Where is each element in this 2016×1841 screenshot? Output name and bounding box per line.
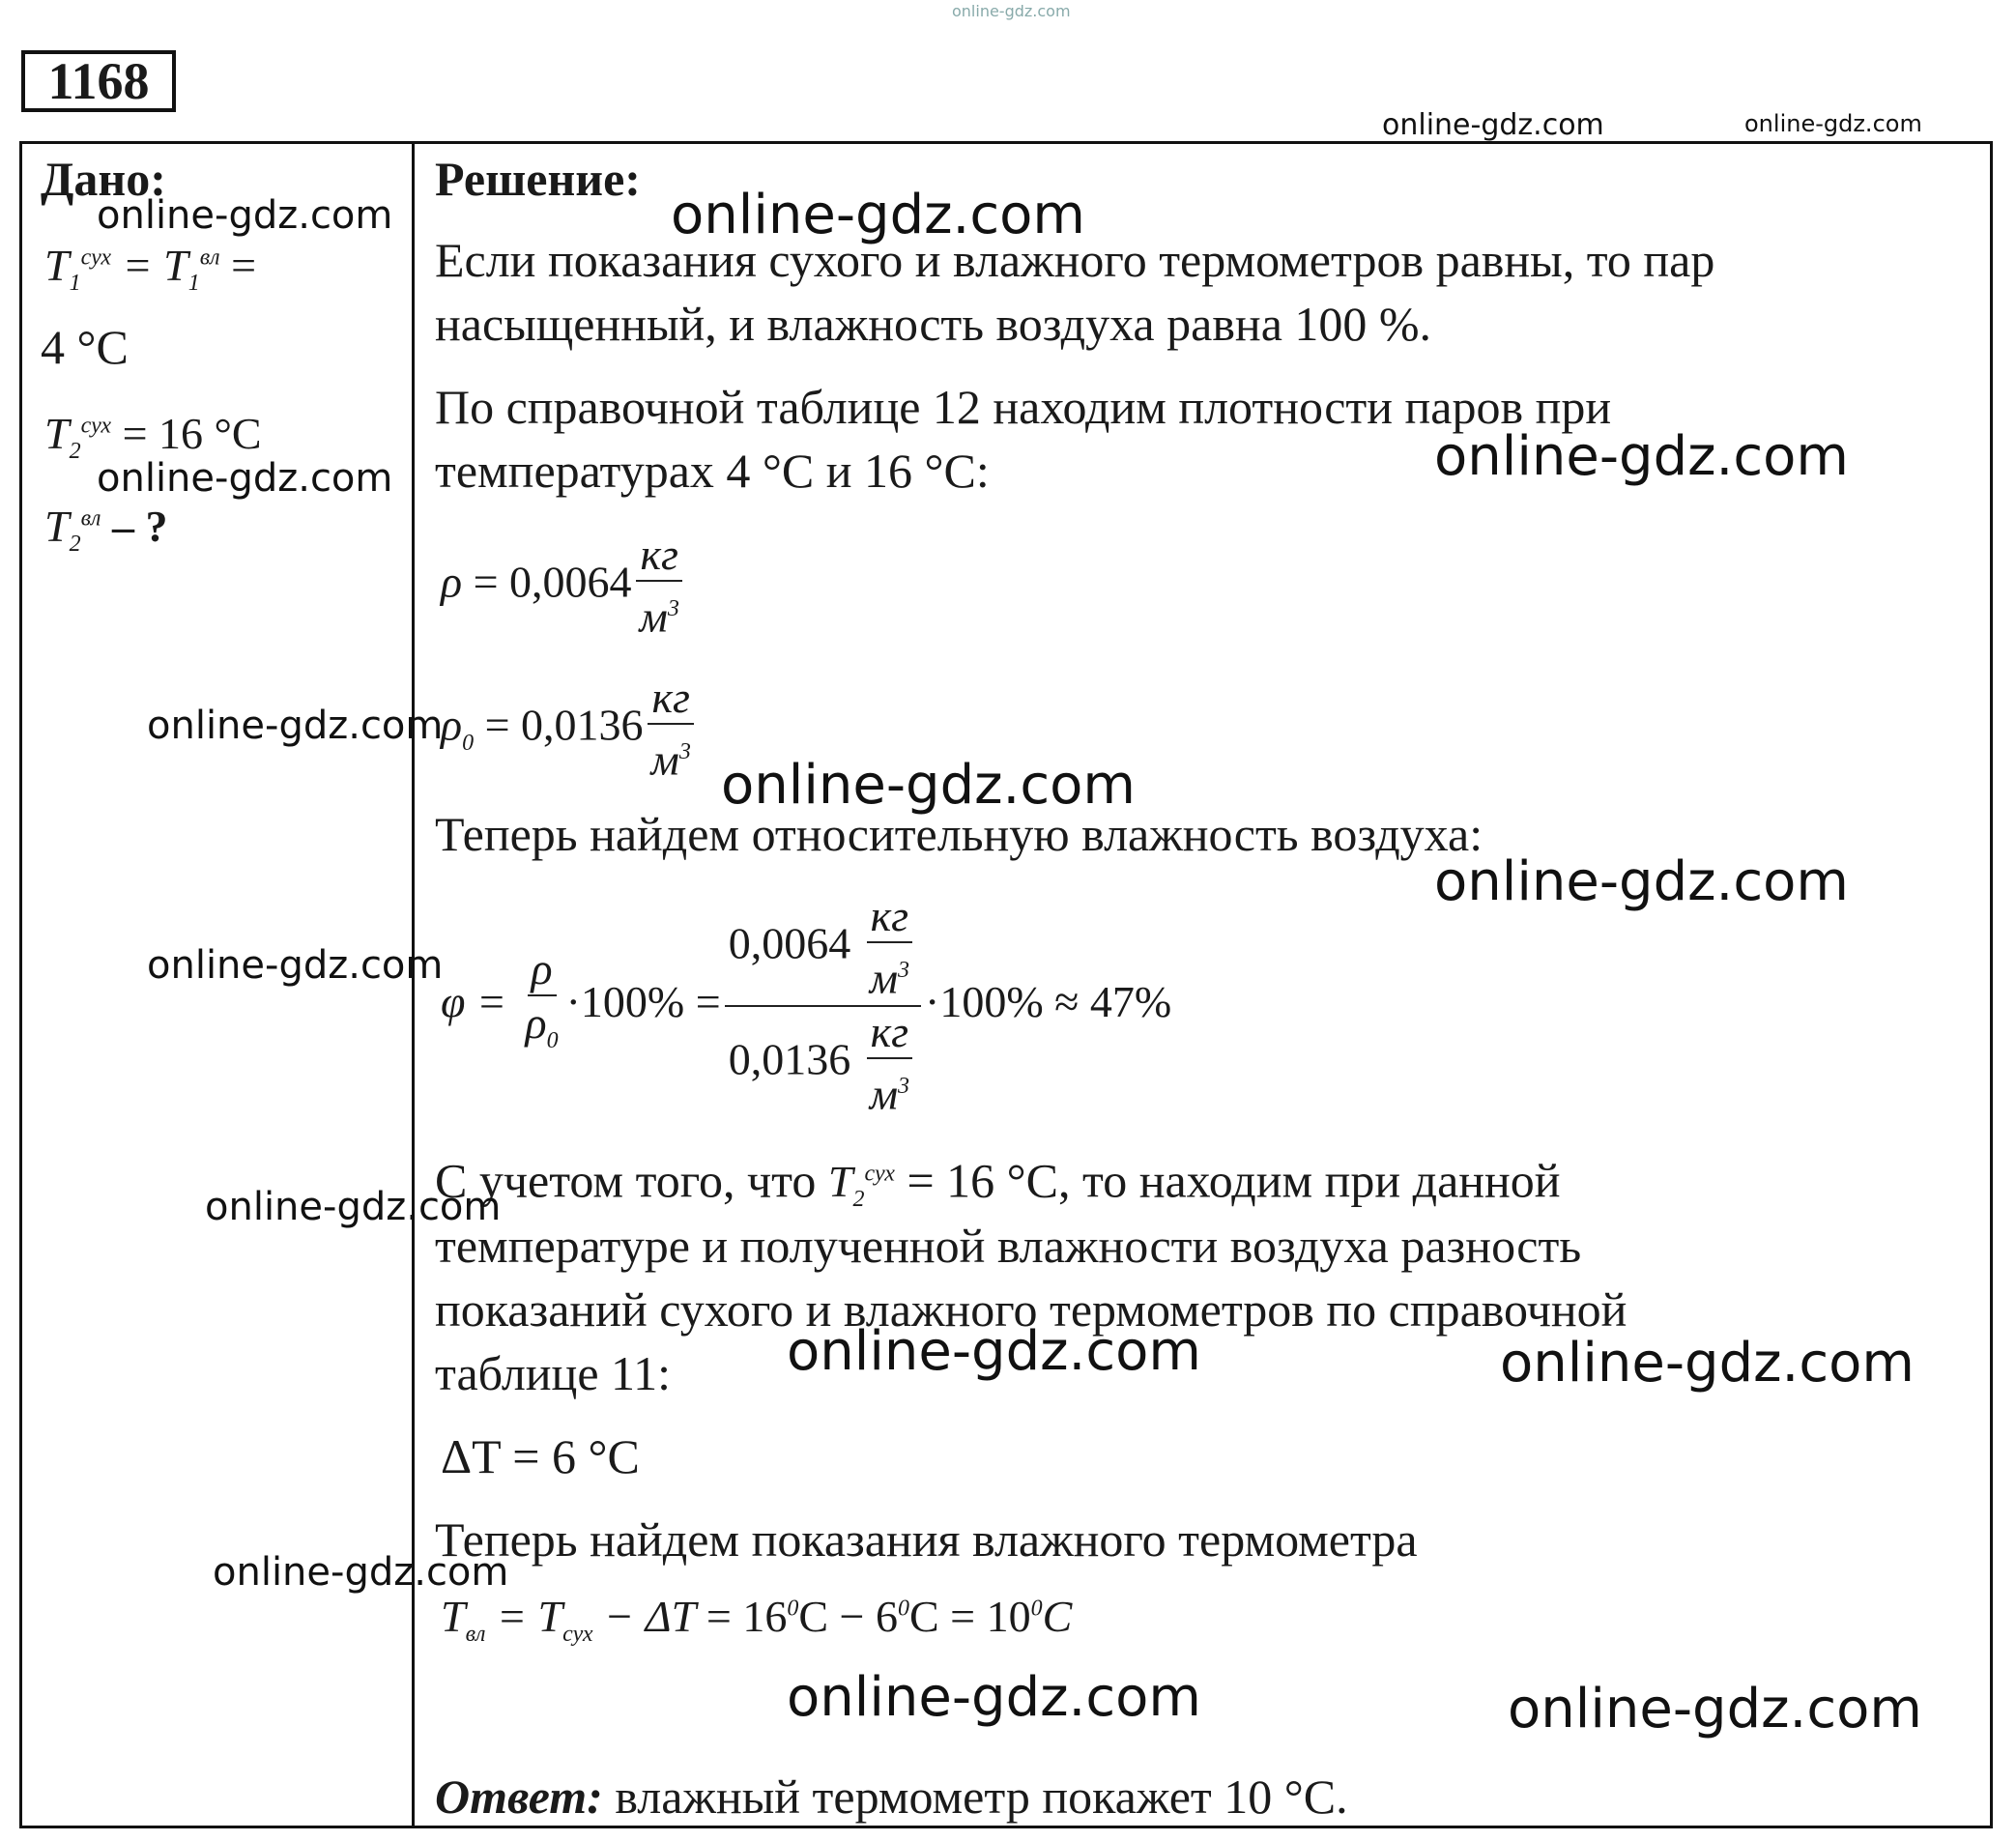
given-dry-temperature: $T_2^{сух} = 16$ °C [44, 409, 262, 465]
watermark: online-gdz.com [1434, 850, 1849, 913]
given-heading: Дано: [41, 152, 166, 206]
watermark: online-gdz.com [147, 704, 444, 748]
watermark: online-gdz.com [721, 754, 1136, 817]
watermark: online-gdz.com [213, 1550, 509, 1595]
paragraph-line: Теперь найдем показания влажного термометра [435, 1512, 1418, 1567]
watermark: online-gdz.com [205, 1185, 502, 1229]
paragraph-line: температурах 4 °C и 16 °C: [435, 444, 990, 498]
paragraph-line: Если показания сухого и влажного термометров равны, то пар [435, 233, 1715, 287]
watermark: online-gdz.com [1500, 1332, 1915, 1395]
given-value-4c: 4 °C [41, 320, 129, 374]
paragraph-line: По справочной таблице 12 находим плотности паров при [435, 380, 1612, 434]
watermark: online-gdz.com [1382, 108, 1604, 142]
formula-rho0: $\rho_0 = 0,0136$ $\frac{кг}{м^3}$ [441, 673, 699, 787]
watermark: online-gdz.com [147, 943, 444, 988]
watermark: online-gdz.com [671, 184, 1085, 246]
watermark: online-gdz.com [787, 1666, 1201, 1729]
given-unknown: $T_2^{вл}$ – ? [44, 502, 168, 558]
paragraph-line: температуре и полученной влажности воздуха разность [435, 1219, 1582, 1273]
watermark: online-gdz.com [1508, 1678, 1922, 1740]
paragraph-line: насыщенный, и влажность воздуха равна 100 %. [435, 297, 1432, 351]
formula-phi: φ = $\frac{\rho}{\rho_0}$ ·100% = 0,0064 $\frac{кг}{м^3}$ 0,0136 $\frac{кг}{м^3}$ ·100% ≈ 47% [441, 891, 1172, 1119]
paragraph-line: показаний сухого и влажного термометров по справочной [435, 1282, 1627, 1337]
paragraph-line: Теперь найдем относительную влажность воздуха: [435, 807, 1483, 861]
watermark: online-gdz.com [787, 1320, 1201, 1383]
watermark: online-gdz.com [1744, 110, 1922, 137]
given-temperature-equality: $T_1^{сух} = T_1^{вл}$ = [44, 241, 257, 297]
watermark-top: online-gdz.com [952, 2, 1071, 20]
watermark: online-gdz.com [97, 193, 393, 238]
answer-line: Ответ: влажный термометр покажет 10 °C. [435, 1769, 1348, 1824]
formula-delta-t: ΔT = 6 °C [441, 1429, 640, 1483]
watermark: online-gdz.com [1434, 425, 1849, 488]
watermark: online-gdz.com [97, 456, 393, 501]
formula-wet-temperature: $T_{вл} = T_{сух} - \Delta T = 16^0C - 6^0C = 10^0C$ [441, 1592, 1073, 1648]
paragraph-line: С учетом того, что $T_2^{сух} = 16$ °C, то находим при данной [435, 1153, 1561, 1213]
paragraph-line: таблице 11: [435, 1346, 672, 1400]
formula-rho: ρ = 0,0064 $\frac{кг}{м^3}$ [441, 530, 687, 644]
solution-heading: Решение: [435, 152, 641, 206]
problem-number: 1168 [21, 50, 176, 112]
